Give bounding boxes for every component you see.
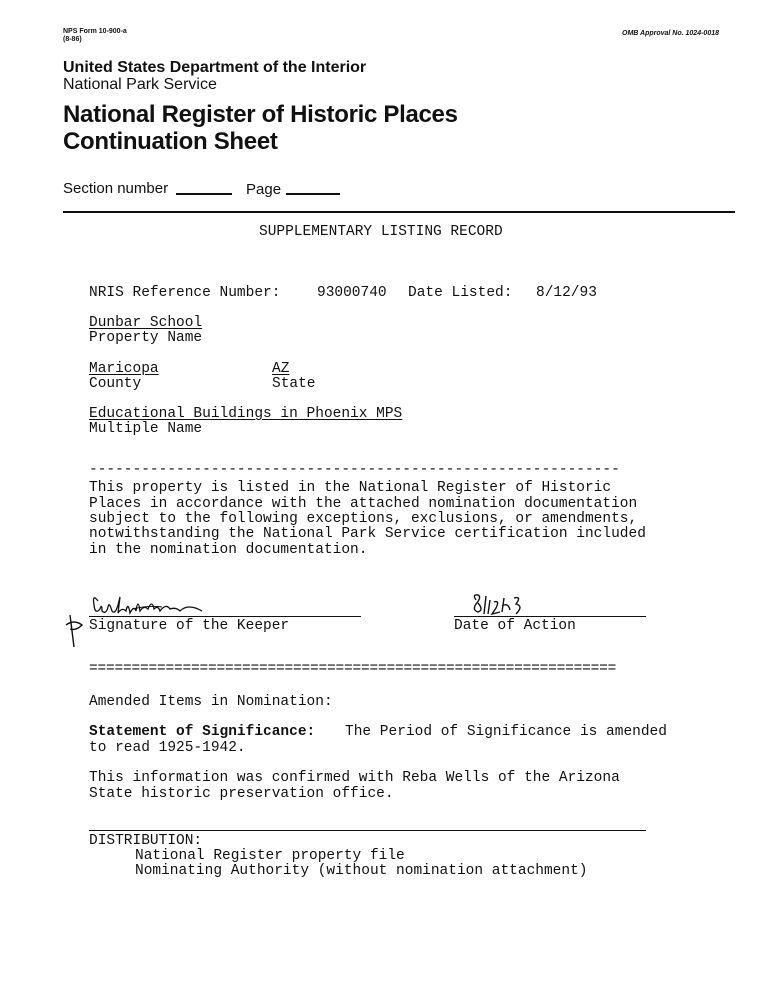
handwritten-date	[470, 592, 540, 618]
date-listed-label: Date Listed:	[408, 285, 513, 301]
section-number-blank	[176, 193, 232, 195]
multiple-name-label: Multiple Name	[89, 421, 203, 437]
county: Maricopa	[89, 361, 159, 377]
distribution-item: National Register property file	[135, 848, 405, 864]
distribution-item: Nominating Authority (without nomination attachment)	[135, 863, 588, 879]
listing-statement-line: This property is listed in the National Register of Historic	[89, 480, 612, 496]
keeper-signature-label: Signature of the Keeper	[89, 618, 290, 634]
form-id: NPS Form 10-900-a	[63, 28, 127, 35]
county-label: County	[89, 376, 142, 392]
listing-statement-line: in the nomination documentation.	[89, 542, 368, 558]
date-of-action-line	[454, 616, 646, 617]
page-blank	[286, 193, 340, 195]
multiple-name: Educational Buildings in Phoenix MPS	[89, 406, 403, 422]
distribution-rule	[89, 830, 646, 831]
confirmation-line: This information was confirmed with Reba Wells of the Arizona	[89, 770, 620, 786]
property-name: Dunbar School	[89, 315, 203, 331]
property-name-label: Property Name	[89, 330, 203, 346]
state: AZ	[272, 361, 290, 377]
nris-label: NRIS Reference Number:	[89, 285, 281, 301]
state-label: State	[272, 376, 316, 392]
omb-approval: OMB Approval No. 1024-0018	[622, 30, 719, 37]
date-listed: 8/12/93	[536, 285, 597, 301]
signature-line	[89, 616, 361, 617]
nris-number: 93000740	[317, 285, 387, 301]
amended-items-heading: Amended Items in Nomination:	[89, 694, 333, 710]
double-divider: ==============================================================	[89, 661, 617, 677]
statement-text: The Period of Significance is amended	[345, 724, 667, 740]
listing-statement-line: notwithstanding the National Park Service certification included	[89, 526, 646, 542]
page-label: Page	[246, 181, 282, 198]
form-revision: (8-86)	[63, 36, 82, 43]
distribution-label: DISTRIBUTION:	[89, 833, 203, 849]
date-of-action-label: Date of Action	[454, 618, 576, 634]
confirmation-line: State historic preservation office.	[89, 786, 394, 802]
listing-statement-line: Places in accordance with the attached nomination documentation	[89, 496, 638, 512]
statement-label: Statement of Significance:	[89, 724, 316, 740]
page-title: National Register of Historic Places	[63, 101, 458, 128]
listing-statement-line: subject to the following exceptions, exclusions, or amendments,	[89, 511, 638, 527]
header-rule	[63, 211, 735, 213]
section-number-label: Section number	[63, 180, 169, 197]
dashed-divider: -------------------------------------------------------------	[89, 462, 620, 478]
record-heading: SUPPLEMENTARY LISTING RECORD	[259, 224, 503, 240]
page-subtitle: Continuation Sheet	[63, 128, 278, 155]
agency-name: National Park Service	[63, 76, 217, 93]
department-name: United States Department of the Interior	[63, 59, 367, 76]
statement-text: to read 1925-1942.	[89, 740, 246, 756]
